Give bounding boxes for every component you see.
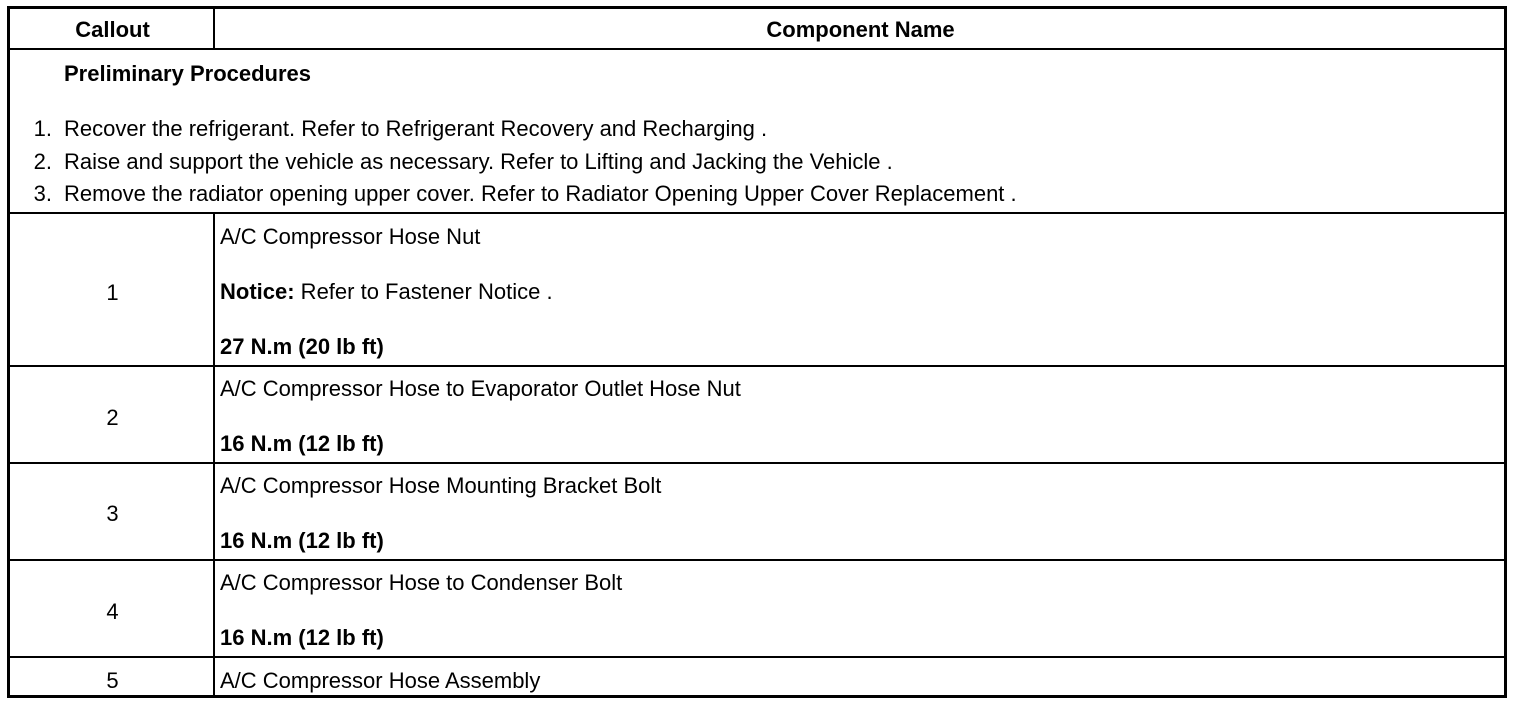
callout-number: 3: [106, 501, 119, 526]
step-text: Raise and support the vehicle as necessary. Refer to Lifting and Jacking the Vehicle .: [64, 149, 893, 174]
callout-number: 5: [106, 668, 119, 693]
callout-number: 2: [106, 405, 119, 430]
step-number: 1.: [33, 116, 52, 141]
callout-number: 4: [106, 599, 119, 624]
preliminary-title: Preliminary Procedures: [64, 61, 312, 86]
component-name: A/C Compressor Hose to Condenser Bolt: [220, 570, 623, 595]
notice-text: Refer to Fastener Notice .: [294, 279, 553, 304]
component-name: A/C Compressor Hose Nut: [220, 224, 481, 249]
header-component-name: Component Name: [766, 17, 955, 42]
torque-spec: 16 N.m (12 lb ft): [220, 528, 384, 553]
header-callout: Callout: [75, 17, 150, 42]
step-text: Recover the refrigerant. Refer to Refrigerant Recovery and Recharging .: [64, 116, 768, 141]
row-rule: [10, 462, 1504, 464]
procedure-table: [7, 6, 1507, 698]
torque-spec: 27 N.m (20 lb ft): [220, 334, 384, 359]
header-divider: [213, 9, 215, 49]
row-rule: [10, 656, 1504, 658]
row-rule: [10, 559, 1504, 561]
component-name: A/C Compressor Hose Assembly: [220, 668, 541, 693]
step-number: 3.: [33, 181, 52, 206]
component-name: A/C Compressor Hose Mounting Bracket Bolt: [220, 473, 662, 498]
torque-spec: 16 N.m (12 lb ft): [220, 625, 384, 650]
torque-spec: 16 N.m (12 lb ft): [220, 431, 384, 456]
preliminary-bottom-rule: [10, 212, 1504, 214]
component-name: A/C Compressor Hose to Evaporator Outlet Hose Nut: [220, 376, 741, 401]
notice-label: Notice:: [220, 279, 295, 304]
step-number: 2.: [33, 149, 52, 174]
header-bottom-rule: [10, 48, 1504, 50]
notice-line: [220, 279, 553, 305]
callout-number: 1: [106, 280, 119, 305]
step-text: Remove the radiator opening upper cover. Refer to Radiator Opening Upper Cover Replacement .: [64, 181, 1017, 206]
row-rule: [10, 365, 1504, 367]
